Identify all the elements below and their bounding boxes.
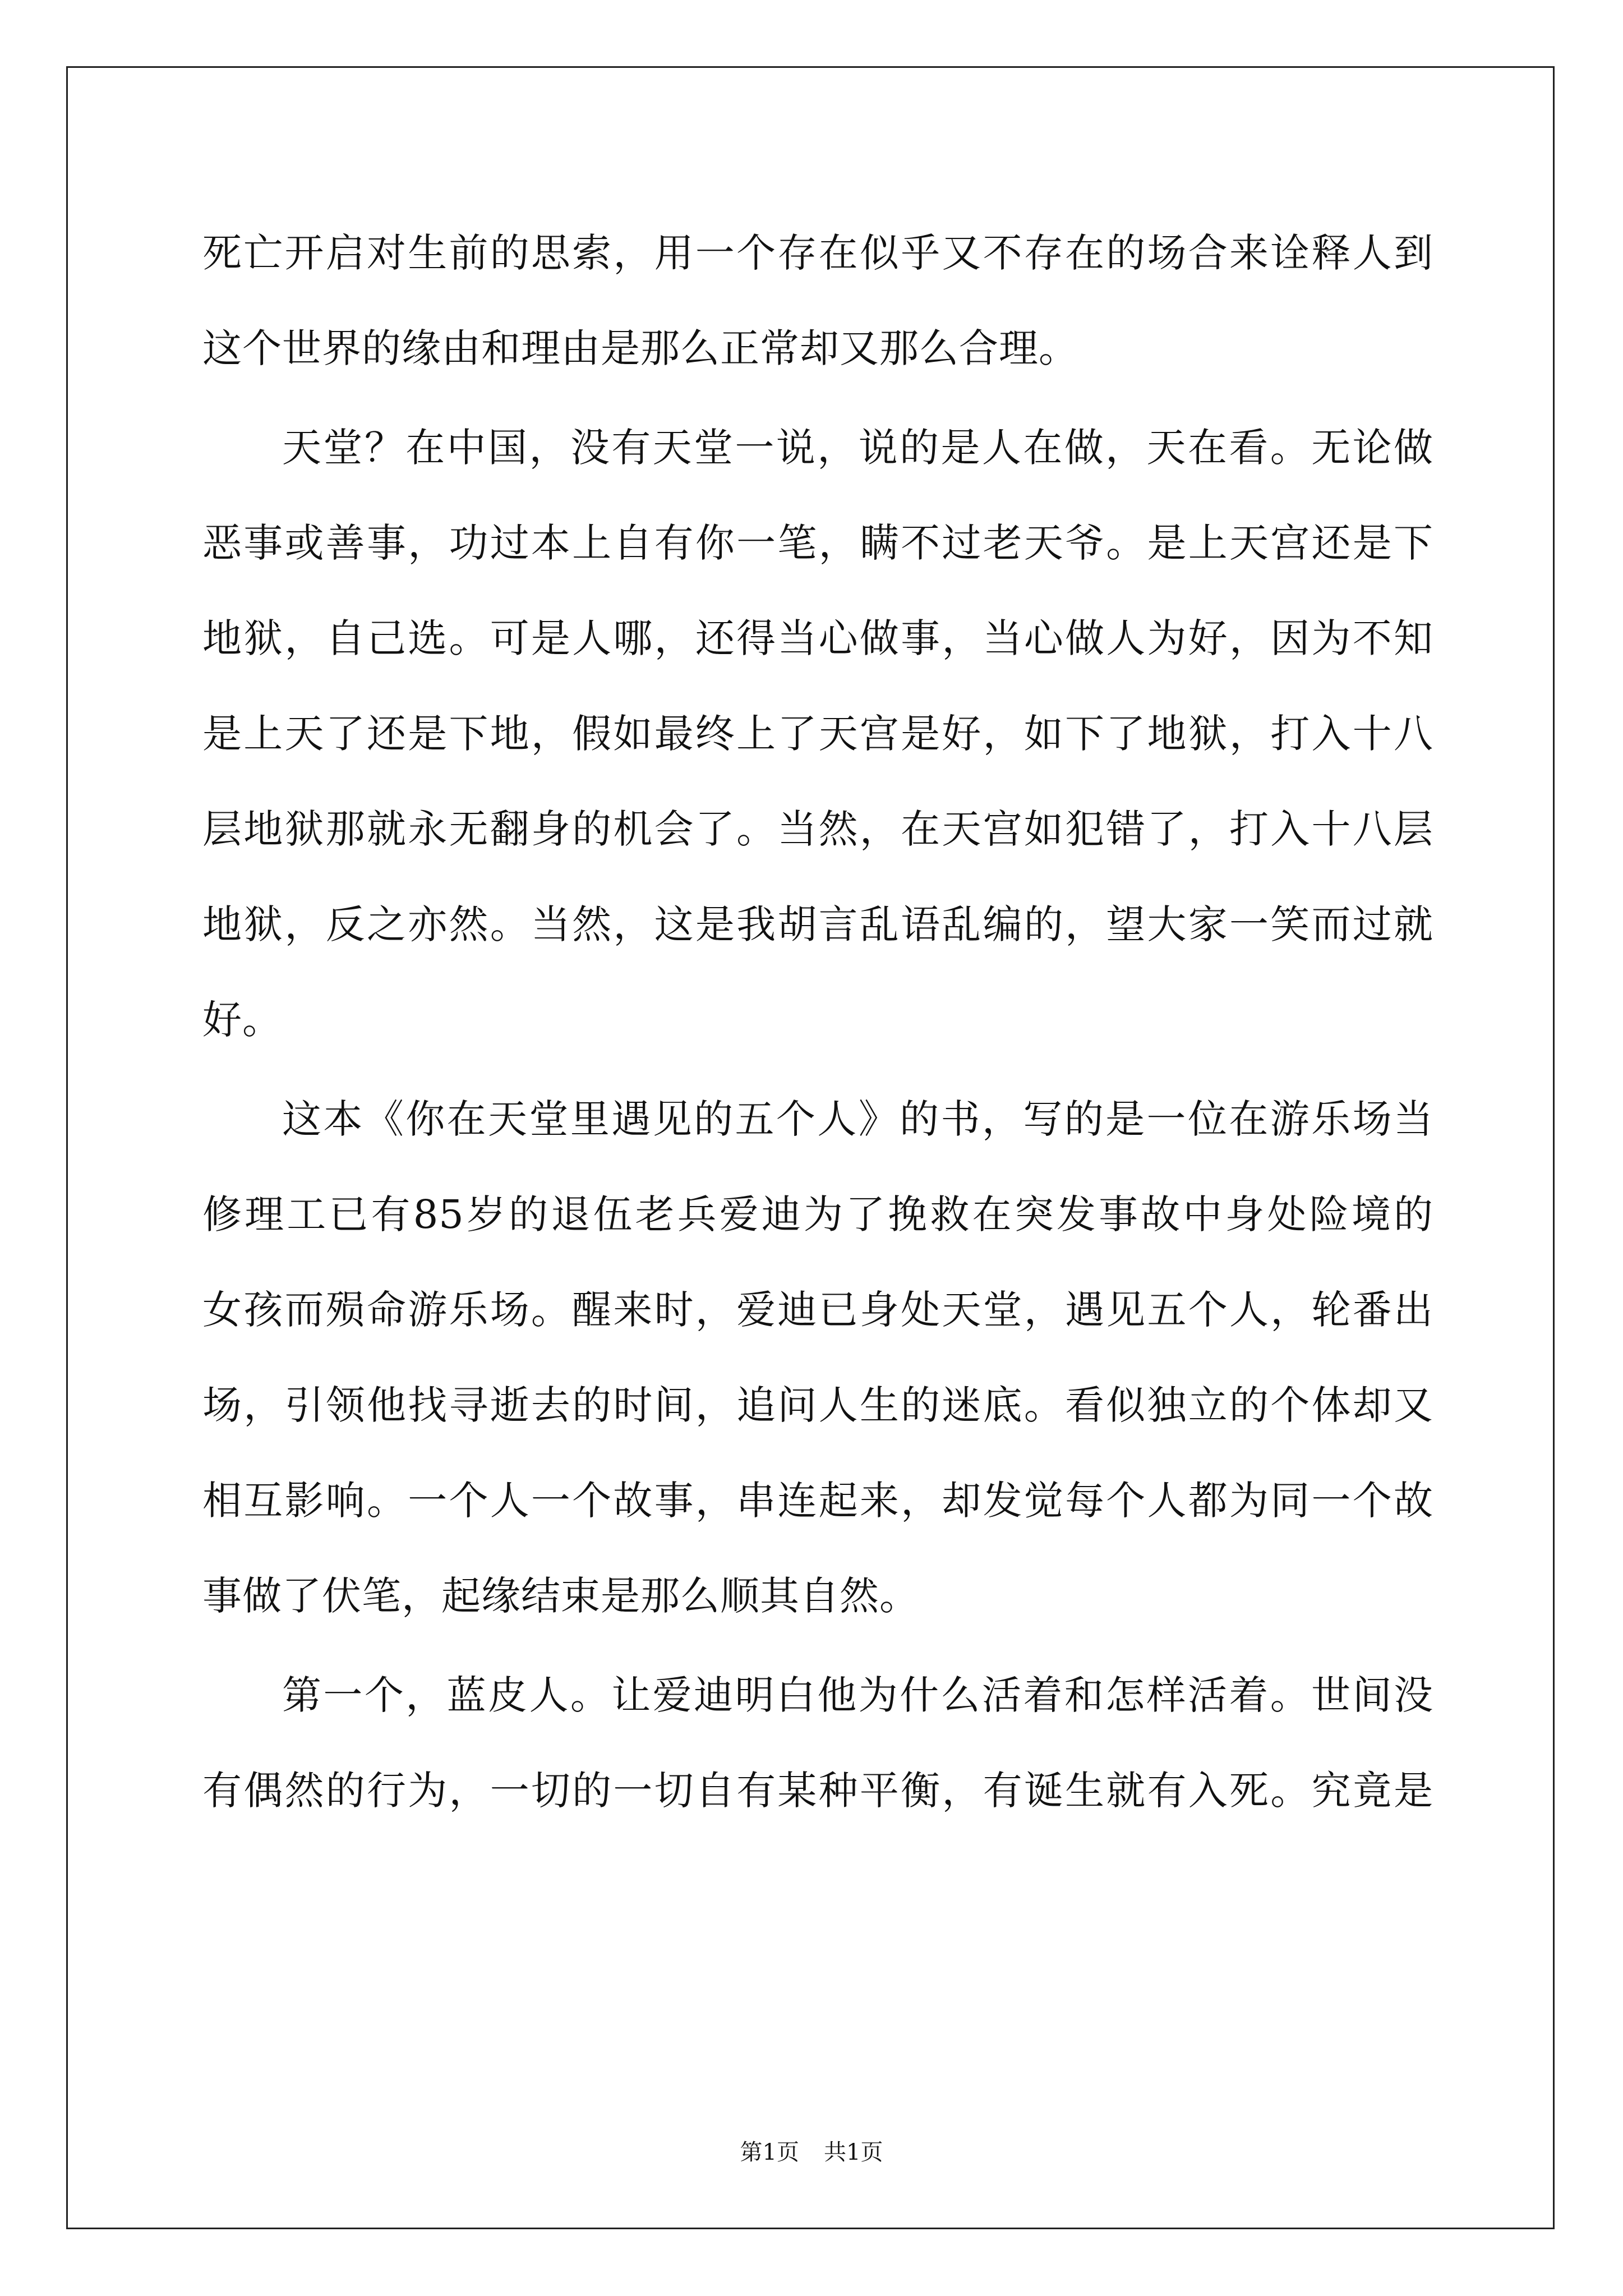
page-footer bbox=[0, 2138, 1623, 2166]
document-body bbox=[202, 205, 1433, 1838]
text-line: 第一个，蓝皮人。让爱迪明白他为什么活着和怎样活着。世间没 bbox=[282, 1672, 1433, 1718]
text-line: 这个世界的缘由和理由是那么正常却又那么合理。 bbox=[202, 325, 1078, 371]
text-line: 女孩而殒命游乐场。醒来时，爱迪已身处天堂，遇见五个人，轮番出 bbox=[202, 1287, 1433, 1333]
text-line: 这本《你在天堂里遇见的五个人》的书，写的是一位在游乐场当 bbox=[282, 1096, 1433, 1142]
text-line: 死亡开启对生前的思索，用一个存在似乎又不存在的场合来诠释人到 bbox=[202, 230, 1433, 276]
text-line: 事做了伏笔，起缘结束是那么顺其自然。 bbox=[202, 1573, 919, 1619]
text-line: 层地狱那就永无翻身的机会了。当然，在天宫如犯错了，打入十八层 bbox=[202, 806, 1433, 852]
text-line: 是上天了还是下地，假如最终上了天宫是好，如下了地狱，打入十八 bbox=[202, 711, 1433, 757]
page-total: 共1页 bbox=[824, 2139, 883, 2165]
text-line: 天堂？在中国，没有天堂一说，说的是人在做，天在看。无论做 bbox=[282, 425, 1433, 471]
text-line: 恶事或善事，功过本上自有你一笔，瞒不过老天爷。是上天宫还是下 bbox=[202, 520, 1433, 566]
text-line: 好。 bbox=[202, 997, 282, 1043]
text-line: 修理工已有85岁的退伍老兵爱迪为了挽救在突发事故中身处险境的 bbox=[202, 1191, 1433, 1237]
page-number: 第1页 bbox=[740, 2139, 799, 2165]
text-line: 相互影响。一个人一个故事，串连起来，却发觉每个人都为同一个故 bbox=[202, 1478, 1433, 1524]
text-line: 有偶然的行为，一切的一切自有某种平衡，有诞生就有入死。究竟是 bbox=[202, 1768, 1433, 1814]
text-line: 地狱，自己选。可是人哪，还得当心做事，当心做人为好，因为不知 bbox=[202, 615, 1433, 661]
text-line: 地狱，反之亦然。当然，这是我胡言乱语乱编的，望大家一笑而过就 bbox=[202, 901, 1433, 947]
text-line: 场，引领他找寻逝去的时间，追问人生的迷底。看似独立的个体却又 bbox=[202, 1382, 1433, 1428]
